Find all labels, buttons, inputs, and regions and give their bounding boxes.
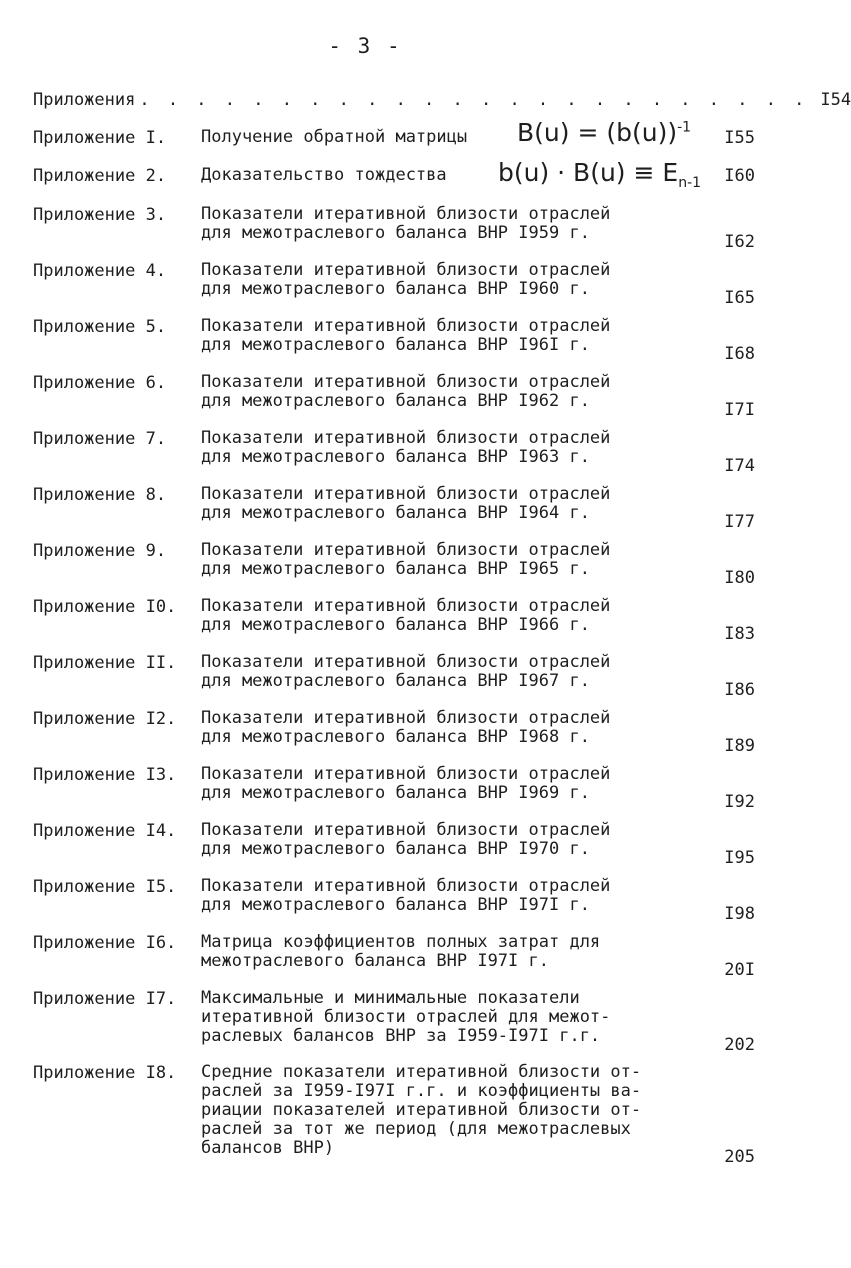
toc-entry-page: I92	[724, 792, 755, 812]
toc-entry-label: Приложение I3.	[33, 765, 177, 785]
toc-entry-label: Приложение I6.	[33, 933, 177, 953]
toc-entry-label: Приложение I2.	[33, 709, 177, 729]
toc-entry-page: I74	[724, 456, 755, 476]
toc-entry-label: Приложение II.	[33, 653, 177, 673]
toc-entry-title: Средние показатели итеративной близости от- раслей за I959-I97I г.г. и коэффициенты ва- риации показателей итеративной близости от- раслей за тот же период (для межотраслевых балансов ВНР)	[201, 1062, 642, 1158]
toc-entry-page: I89	[724, 736, 755, 756]
toc-entry-title: Получение обратной матрицы	[201, 127, 468, 147]
formula-inverse-matrix	[517, 118, 691, 147]
toc-entry-title: Показатели итеративной близости отраслей для межотраслевого баланса ВНР I962 г.	[201, 372, 611, 411]
toc-entry-title: Показатели итеративной близости отраслей для межотраслевого баланса ВНР I959 г.	[201, 204, 611, 243]
toc-entry-label: Приложение I5.	[33, 877, 177, 897]
toc-entry-title: Показатели итеративной близости отраслей для межотраслевого баланса ВНР I965 г.	[201, 540, 611, 579]
page-number: - 3 -	[328, 34, 402, 58]
toc-entry-page: I68	[724, 344, 755, 364]
toc-header-page: I54	[820, 90, 851, 110]
toc-entry-title: Показатели итеративной близости отраслей для межотраслевого баланса ВНР I968 г.	[201, 708, 611, 747]
toc-entry-title: Показатели итеративной близости отраслей для межотраслевого баланса ВНР I969 г.	[201, 764, 611, 803]
toc-header-label: Приложения	[33, 90, 136, 110]
toc-entry-label: Приложение 7.	[33, 429, 167, 449]
toc-entry-label: Приложение I.	[33, 128, 167, 148]
toc-entry-page: I65	[724, 288, 755, 308]
toc-entry-page: I98	[724, 904, 755, 924]
toc-entry-title: Показатели итеративной близости отраслей для межотраслевого баланса ВНР I966 г.	[201, 596, 611, 635]
formula-identity-main: b(u) · B(u) ≡ E	[498, 158, 679, 187]
toc-entry-page: I62	[724, 232, 755, 252]
formula-inverse-main: B(u) = (b(u))	[517, 118, 678, 147]
toc-entry-page: I7I	[724, 400, 755, 420]
toc-leader-dots: . . . . . . . . . . . . . . . . . . . . . . . .	[139, 90, 809, 110]
toc-entry-page: 20I	[724, 960, 755, 980]
toc-entry-label: Приложение 2.	[33, 166, 167, 186]
toc-entry-title: Максимальные и минимальные показатели итеративной близости отраслей для межот- раслевых балансов ВНР за I959-I97I г.г.	[201, 988, 611, 1046]
formula-identity-subscript: n-1	[678, 175, 702, 191]
toc-header	[33, 90, 851, 110]
toc-entry-title: Показатели итеративной близости отраслей для межотраслевого баланса ВНР I97I г.	[201, 876, 611, 915]
toc-entry-label: Приложение 4.	[33, 261, 167, 281]
toc-entry-page: I83	[724, 624, 755, 644]
toc-entry-title: Показатели итеративной близости отраслей для межотраслевого баланса ВНР I964 г.	[201, 484, 611, 523]
formula-identity	[498, 158, 701, 191]
formula-inverse-exponent: -1	[677, 119, 692, 136]
toc-entry-title: Показатели итеративной близости отраслей для межотраслевого баланса ВНР I967 г.	[201, 652, 611, 691]
toc-entry-label: Приложение I0.	[33, 597, 177, 617]
toc-entry-title: Показатели итеративной близости отраслей для межотраслевого баланса ВНР I970 г.	[201, 820, 611, 859]
toc-entry-page: I80	[724, 568, 755, 588]
toc-entry-title: Матрица коэффициентов полных затрат для межотраслевого баланса ВНР I97I г.	[201, 932, 601, 971]
toc-entry-title: Доказательство тождества	[201, 165, 447, 185]
toc-entry-title: Показатели итеративной близости отраслей для межотраслевого баланса ВНР I963 г.	[201, 428, 611, 467]
toc-entry-page: 202	[724, 1035, 755, 1055]
toc-entry-page: I55	[724, 128, 755, 148]
toc-entry-page: I60	[724, 166, 755, 186]
toc-entry-label: Приложение 6.	[33, 373, 167, 393]
toc-entry-label: Приложение 5.	[33, 317, 167, 337]
toc-entry-label: Приложение 9.	[33, 541, 167, 561]
toc-entry-label: Приложение I7.	[33, 989, 177, 1009]
toc-entry-label: Приложение 3.	[33, 205, 167, 225]
toc-entry-page: I95	[724, 848, 755, 868]
toc-entry-label: Приложение I4.	[33, 821, 177, 841]
toc-entry-title: Показатели итеративной близости отраслей для межотраслевого баланса ВНР I96I г.	[201, 316, 611, 355]
toc-entry-page: I86	[724, 680, 755, 700]
toc-entry-label: Приложение 8.	[33, 485, 167, 505]
toc-entry-label: Приложение I8.	[33, 1063, 177, 1083]
toc-entry-title: Показатели итеративной близости отраслей для межотраслевого баланса ВНР I960 г.	[201, 260, 611, 299]
toc-entry-page: 205	[724, 1147, 755, 1167]
toc-entry-page: I77	[724, 512, 755, 532]
